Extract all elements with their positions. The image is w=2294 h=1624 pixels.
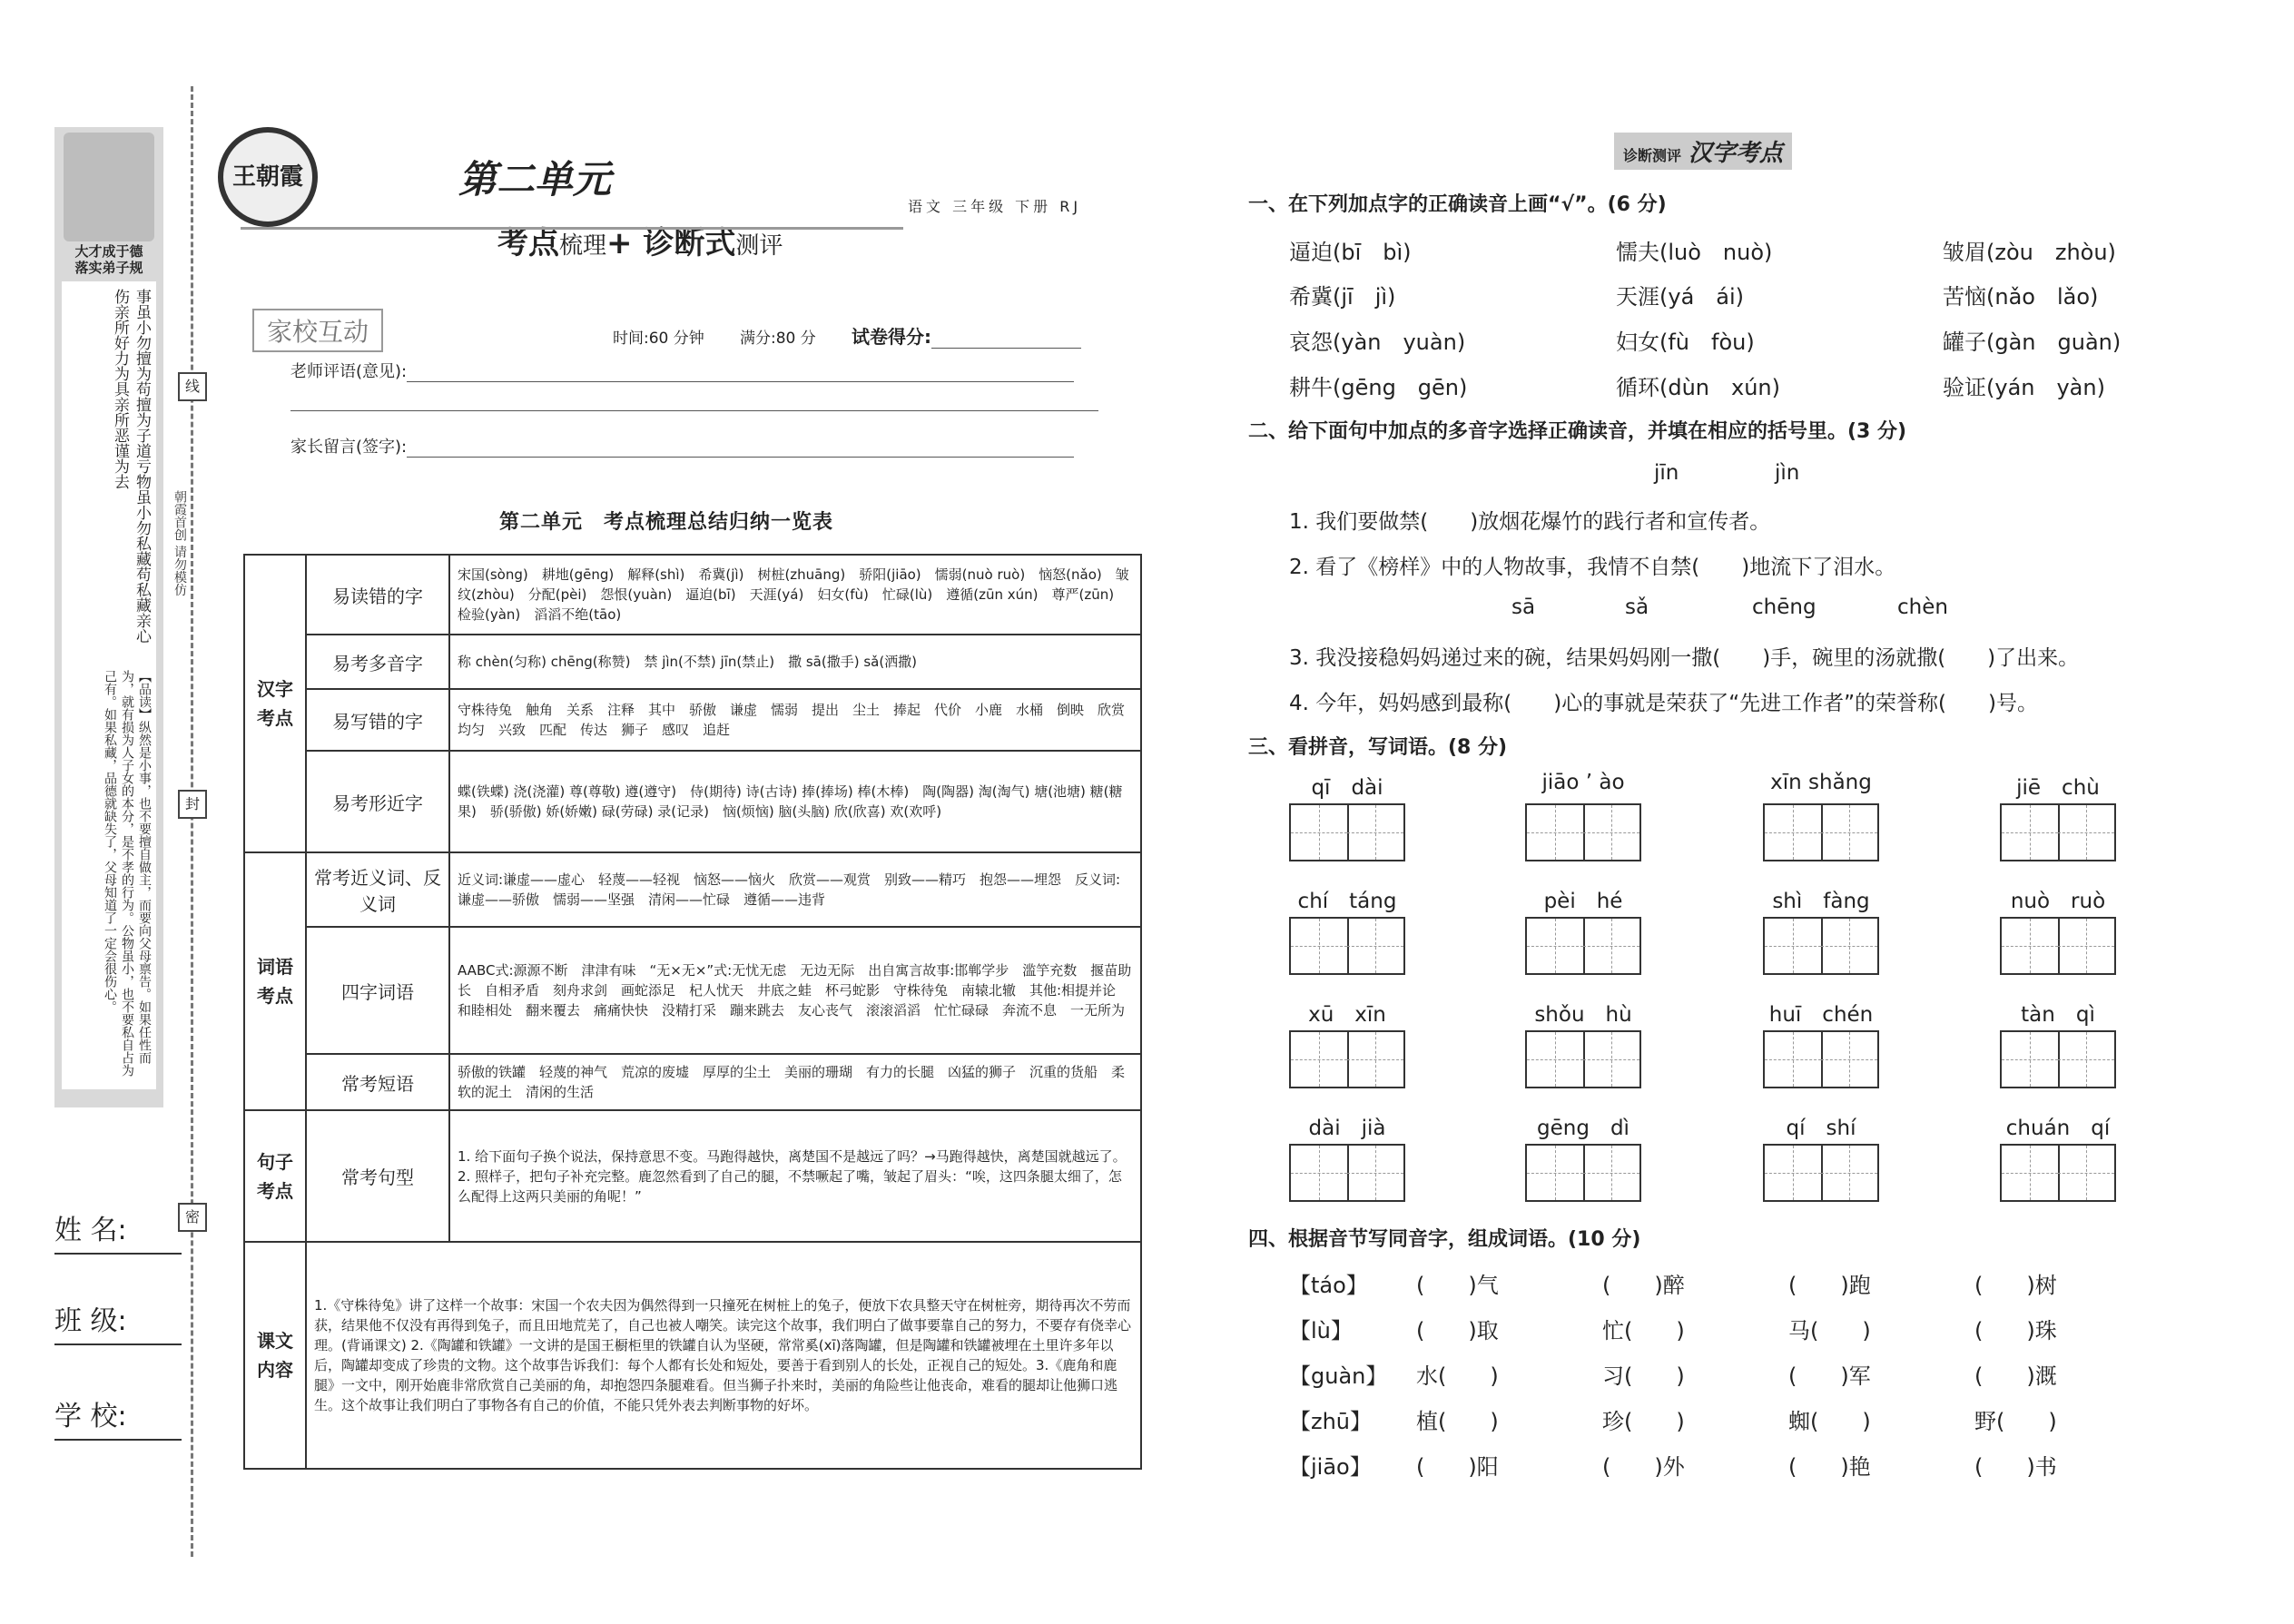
q1-item[interactable]: 希冀(jī jì)	[1289, 284, 1396, 310]
row-content: 蝶(铁蝶) 浇(浇灌) 尊(尊敬) 遵(遵守) 侍(期待) 诗(古诗) 捧(捧场) 棒(木棒) 陶(陶器) 淘(淘气) 塘(池塘) 糖(糖果) 骄(骄傲) 娇(娇嫩) 碌(劳碌) 录(记录) 恼(烦恼) 脑(头脑) 欣(欣喜) 欢(欢呼)	[449, 751, 1141, 852]
row-content: 守株待兔 触角 关系 注释 其中 骄傲 谦虚 懦弱 提出 尘土 捧起 代价 小鹿 水桶 倒映 欣赏 均匀 兴致 匹配 传达 狮子 感叹 追赶	[449, 689, 1141, 751]
vertical-note: 朝霞首创 请勿模仿	[172, 490, 187, 596]
q3-pinyin: huī chén	[1768, 1003, 1874, 1027]
writing-grid[interactable]	[1525, 803, 1641, 861]
row-content: 近义词:谦虚——虚心 轻蔑——轻视 恼怒——恼火 欣赏——观赏 别致——精巧 抱怨——埋怨 反义词:谦虚——骄傲 懦弱——坚强 清闲——忙碌 遵循——违背	[449, 852, 1141, 927]
motto: 大才成于德 落实弟子规	[74, 243, 143, 276]
cut-label-mi: 密	[178, 1203, 207, 1232]
q1-item[interactable]: 哀怨(yàn yuàn)	[1289, 330, 1466, 355]
q4-blank-word[interactable]: 水( )	[1416, 1363, 1499, 1389]
comment-line	[290, 410, 1098, 411]
school-label: 学 校:	[54, 1401, 127, 1432]
row-label: 常考近义词、反义词	[306, 852, 449, 927]
q4-blank-word[interactable]: ( )气	[1416, 1273, 1499, 1298]
q1-item[interactable]: 罐子(gàn guàn)	[1943, 330, 2122, 355]
full-score-info: 满分:80 分	[740, 330, 816, 348]
brand-logo: 王朝霞	[218, 127, 318, 227]
pinyin-hint: sā	[1511, 595, 1536, 619]
unit-title: 第二单元	[458, 157, 612, 202]
writing-grid[interactable]	[2000, 917, 2116, 975]
q4-blank-word[interactable]: ( )阳	[1416, 1454, 1499, 1480]
q1-item[interactable]: 懦夫(luò nuò)	[1616, 240, 1773, 265]
poem-text: 事虽小勿擅为苟擅为子道亏物虽小勿私藏苟私藏亲心伤亲所好力为具亲所恶谨为去	[62, 281, 156, 663]
q2-sentence[interactable]: 4. 今年，妈妈感到最称( )心的事就是荣获了“先进工作者”的荣誉称( )号。	[1289, 692, 2038, 715]
jiaxiao-badge: 家校互动	[252, 309, 383, 352]
q4-blank-word[interactable]: ( )跑	[1788, 1273, 1871, 1298]
pinyin-hint: sǎ	[1625, 595, 1649, 619]
q3-pinyin: shǒu hù	[1534, 1003, 1632, 1027]
school-field[interactable]	[54, 1393, 182, 1433]
q4-blank-word[interactable]: 马( )	[1788, 1318, 1871, 1343]
question-2-title: 二、给下面句中加点的多音字选择正确读音，并填在相应的括号里。(3 分)	[1248, 420, 1907, 443]
q4-blank-word[interactable]: ( )外	[1602, 1454, 1685, 1480]
row-label: 常考短语	[306, 1054, 449, 1110]
scholar-illustration	[64, 133, 154, 241]
row-content: AABC式:源源不断 津津有味 “无×无×”式:无忧无虑 无边无际 出自寓言故事:邯郸学步 滥竽充数 揠苗助长 自相矛盾 刻舟求剑 画蛇添足 杞人忧天 井底之蛙 杯弓蛇影 守株待兔 南辕北辙 其他:相提并论 和睦相处 翻来覆去 痛痛快快 没精打采 蹦来跳去 友心丧气 滚滚滔滔 忙忙碌碌 奔流不息 一无所为	[449, 927, 1141, 1054]
teacher-comment-field[interactable]: 老师评语(意见):	[290, 359, 1074, 382]
parent-comment-field[interactable]: 家长留言(签字):	[290, 434, 1074, 458]
writing-grid[interactable]	[2000, 803, 2116, 861]
section-ciyu: 词语考点	[244, 852, 306, 1110]
q3-pinyin: jiāo ’ ào	[1541, 771, 1625, 794]
q3-pinyin: qī dài	[1311, 776, 1383, 800]
writing-grid[interactable]	[1763, 803, 1879, 861]
row-content: 称 chèn(匀称) chēng(称赞) 禁 jìn(不禁) jīn(禁止) 撒 sā(撒手) sǎ(洒撒)	[449, 635, 1141, 689]
q3-pinyin: xū xīn	[1308, 1003, 1386, 1027]
writing-grid[interactable]	[2000, 1144, 2116, 1202]
row-label: 易读错的字	[306, 555, 449, 635]
q4-syllable: 【jiāo】	[1289, 1454, 1372, 1480]
q4-syllable: 【lù】	[1289, 1318, 1353, 1343]
name-field[interactable]	[54, 1207, 182, 1247]
summary-table	[243, 554, 1142, 1470]
question-4-title: 四、根据音节写同音字，组成词语。(10 分)	[1248, 1228, 1641, 1251]
q3-pinyin: tàn qì	[2021, 1003, 2095, 1027]
writing-grid[interactable]	[1525, 1030, 1641, 1088]
q3-pinyin: chuán qí	[2005, 1117, 2111, 1140]
q3-pinyin: xīn shǎng	[1770, 771, 1872, 794]
q4-blank-word[interactable]: ( )珠	[1974, 1318, 2057, 1343]
q1-item[interactable]: 逼迫(bī bì)	[1289, 240, 1412, 265]
cut-label-feng: 封	[178, 790, 207, 819]
name-label: 姓 名:	[54, 1215, 127, 1246]
q4-blank-word[interactable]: 植( )	[1416, 1409, 1499, 1434]
writing-grid[interactable]	[1763, 1144, 1879, 1202]
cut-line	[191, 86, 193, 1557]
q2-sentence[interactable]: 2. 看了《榜样》中的人物故事，我情不自禁( )地流下了泪水。	[1289, 556, 1896, 579]
q3-pinyin: gēng dì	[1537, 1117, 1629, 1140]
q1-item[interactable]: 循环(dùn xún)	[1616, 375, 1781, 400]
row-label: 常考句型	[306, 1110, 449, 1242]
pindu-text: 【品读】纵然是小事，也不要擅自做主，而要向父母禀告。如果任性而为，就有损为人子女的本分，是不孝的行为。公物虽小，也不要私自占为己有。如果私藏，品德就缺失了，父母知道了一定会很伤心。	[62, 663, 156, 1089]
q4-blank-word[interactable]: ( )取	[1416, 1318, 1499, 1343]
left-strip	[54, 127, 163, 1107]
row-content: 1.《守株待兔》讲了这样一个故事：宋国一个农夫因为偶然得到一只撞死在树桩上的兔子，便放下农具整天守在树桩旁，期待再次不劳而获，结果他不仅没有再得到兔子，而且田地荒芜了，自己也被人嘲笑。读完这个故事，我们明白了做事要靠自己的努力，不要存有侥幸心理。(背诵课文) 2.《陶罐和铁罐》一文讲的是国王橱柜里的铁罐自认为坚硬，常常奚(xī)落陶罐，但是陶罐和铁罐被埋在土里许多年以后，陶罐却变成了珍贵的文物。这个故事告诉我们：每个人都有长处和短处，要善于看到别人的长处，正视自己的短处。3.《鹿角和鹿腿》一文中，刚开始鹿非常欣赏自己美丽的角，却抱怨四条腿难看。但当狮子扑来时，美丽的角险些让他丧命，难看的腿却让他狮口逃生。这个故事让我们明白了事物各有自己的价值，不能只凭外表去判断事物的好坏。	[306, 1242, 1141, 1469]
q4-syllable: 【zhū】	[1289, 1409, 1373, 1434]
q1-item[interactable]: 妇女(fù fòu)	[1616, 330, 1755, 355]
q2-sentence[interactable]: 3. 我没接稳妈妈递过来的碗，结果妈妈刚一撒( )手，碗里的汤就撒( )了出来。	[1289, 646, 2080, 670]
writing-grid[interactable]	[1525, 917, 1641, 975]
row-label: 易写错的字	[306, 689, 449, 751]
cut-label-xian: 线	[178, 372, 207, 401]
section-hanzi: 汉字考点	[244, 555, 306, 852]
q4-blank-word[interactable]: 忙( )	[1602, 1318, 1685, 1343]
row-content: 宋国(sòng) 耕地(gēng) 解释(shì) 希冀(jì) 树桩(zhuāng) 骄阳(jiāo) 懦弱(nuò ruò) 恼怒(nǎo) 皱纹(zhòu) 分配(pèi) 怨恨(yuàn) 逼迫(bī) 天涯(yá) 妇女(fù) 忙碌(lù) 遵循(zūn xún) 尊严(zūn) 检验(yàn) 滔滔不绝(tāo)	[449, 555, 1141, 635]
time-info: 时间:60 分钟	[613, 330, 704, 348]
q1-item[interactable]: 耕牛(gēng gēn)	[1289, 375, 1468, 400]
score-field[interactable]: 试卷得分:	[852, 322, 1081, 349]
q4-blank-word[interactable]: 蜘( )	[1788, 1409, 1871, 1434]
q4-blank-word[interactable]: ( )溉	[1974, 1363, 2057, 1389]
section-juzi: 句子考点	[244, 1110, 306, 1242]
q3-pinyin: pèi hé	[1543, 890, 1623, 913]
table-title: 第二单元 考点梳理总结归纳一览表	[499, 511, 834, 534]
q4-blank-word[interactable]: ( )醉	[1602, 1273, 1685, 1298]
header-divider	[241, 227, 903, 230]
q3-pinyin: chí táng	[1297, 890, 1397, 913]
q3-pinyin: nuò ruò	[2010, 890, 2106, 913]
question-1-title: 一、在下列加点字的正确读音上画“√”。(6 分)	[1248, 193, 1667, 216]
q4-blank-word[interactable]: ( )军	[1788, 1363, 1871, 1389]
section-kewen: 课文内容	[244, 1242, 306, 1469]
grade-info: 语文 三年级 下册 RJ	[908, 198, 1082, 215]
row-content: 1. 给下面句子换个说法，保持意思不变。马跑得越快，离楚国不是越远了吗？→马跑得越快，离楚国就越远了。2. 照样子，把句子补充完整。鹿忽然看到了自己的腿，不禁噘起了嘴，皱起了眉头：“唉，这四条腿太细了，怎么配得上这两只美丽的角呢！”	[449, 1110, 1141, 1242]
right-header: 诊断测评 汉字考点	[1614, 133, 1792, 170]
q1-item[interactable]: 苦恼(nǎo lǎo)	[1943, 284, 2099, 310]
writing-grid[interactable]	[1763, 917, 1879, 975]
q4-syllable: 【guàn】	[1289, 1363, 1388, 1389]
q3-pinyin: shì fàng	[1772, 890, 1870, 913]
q4-blank-word[interactable]: 野( )	[1974, 1409, 2057, 1434]
q4-blank-word[interactable]: ( )书	[1974, 1454, 2057, 1480]
q2-sentence[interactable]: 1. 我们要做禁( )放烟花爆竹的践行者和宣传者。	[1289, 510, 1771, 534]
writing-grid[interactable]	[1289, 1030, 1405, 1088]
pinyin-hint: chēng	[1752, 595, 1816, 619]
pinyin-hint: jīn	[1654, 461, 1679, 485]
writing-grid[interactable]	[1289, 1144, 1405, 1202]
q3-pinyin: jiē chù	[2016, 776, 2100, 800]
q4-blank-word[interactable]: ( )艳	[1788, 1454, 1871, 1480]
row-content: 骄傲的铁罐 轻蔑的神气 荒凉的废墟 厚厚的尘土 美丽的珊瑚 有力的长腿 凶猛的狮子 沉重的货船 柔软的泥土 清闲的生活	[449, 1054, 1141, 1110]
row-label: 易考形近字	[306, 751, 449, 852]
q3-pinyin: dài jià	[1308, 1117, 1386, 1140]
q1-item[interactable]: 天涯(yá ái)	[1616, 284, 1745, 310]
writing-grid[interactable]	[1763, 1030, 1879, 1088]
unit-subtitle: 考点梳理+ 诊断式测评	[497, 225, 783, 261]
class-label: 班 级:	[54, 1305, 127, 1337]
class-field[interactable]	[54, 1298, 182, 1338]
q4-blank-word[interactable]: 习( )	[1602, 1363, 1685, 1389]
q4-syllable: 【táo】	[1289, 1273, 1368, 1298]
writing-grid[interactable]	[2000, 1030, 2116, 1088]
q1-item[interactable]: 皱眉(zòu zhòu)	[1943, 240, 2116, 265]
pinyin-hint: jìn	[1775, 461, 1800, 485]
question-3-title: 三、看拼音，写词语。(8 分)	[1248, 736, 1508, 759]
q4-blank-word[interactable]: ( )树	[1974, 1273, 2057, 1298]
writing-grid[interactable]	[1289, 917, 1405, 975]
row-label: 易考多音字	[306, 635, 449, 689]
pinyin-hint: chèn	[1897, 595, 1948, 619]
q4-blank-word[interactable]: 珍( )	[1602, 1409, 1685, 1434]
row-label: 四字词语	[306, 927, 449, 1054]
writing-grid[interactable]	[1525, 1144, 1641, 1202]
writing-grid[interactable]	[1289, 803, 1405, 861]
q1-item[interactable]: 验证(yán yàn)	[1943, 375, 2105, 400]
q3-pinyin: qí shí	[1786, 1117, 1856, 1140]
